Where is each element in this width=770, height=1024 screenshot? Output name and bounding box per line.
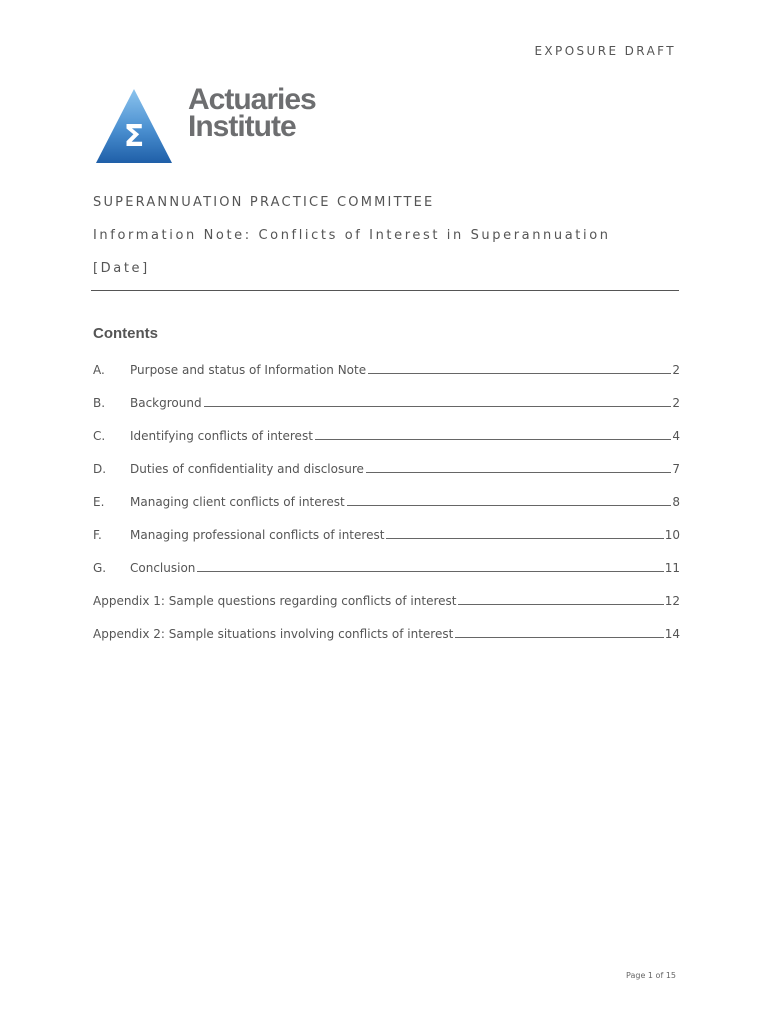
toc-leader-line: [368, 373, 671, 374]
table-of-contents: [93, 361, 680, 641]
toc-entry-g[interactable]: [93, 542, 680, 575]
toc-entry-label: Background: [130, 396, 202, 410]
contents-heading: Contents: [93, 325, 158, 342]
logo-line-1: Actuaries: [188, 83, 316, 116]
toc-leader-line: [366, 472, 671, 473]
toc-entry-page: 10: [664, 528, 680, 542]
document-title: Information Note: Conflicts of Interest in Superannuation: [93, 228, 611, 243]
toc-leader-line: [315, 439, 671, 440]
toc-leader-line: [347, 505, 672, 506]
toc-entry-f[interactable]: [93, 509, 680, 542]
sigma-triangle-icon: [94, 86, 174, 166]
toc-entry-page: 8: [672, 495, 680, 509]
document-date: [Date]: [93, 261, 150, 276]
toc-entry-letter: C.: [93, 429, 106, 443]
toc-entry-letter: A.: [93, 363, 105, 377]
toc-entry-page: 2: [672, 396, 680, 410]
committee-name: SUPERANNUATION PRACTICE COMMITTEE: [93, 195, 435, 210]
toc-leader-line: [204, 406, 672, 407]
header-divider: [91, 290, 679, 291]
page-number-footer: Page 1 of 15: [626, 971, 676, 980]
toc-entry-e[interactable]: [93, 476, 680, 509]
toc-entry-page: 2: [672, 363, 680, 377]
sigma-symbol: Σ: [123, 119, 145, 154]
toc-appendix-page: 14: [664, 627, 680, 641]
toc-entry-page: 11: [664, 561, 680, 575]
logo-wordmark: [188, 83, 316, 143]
exposure-draft-label: EXPOSURE DRAFT: [534, 44, 676, 58]
toc-entry-letter: B.: [93, 396, 106, 410]
toc-appendix-label: Appendix 1: Sample questions regarding conflicts of interest: [93, 594, 457, 608]
toc-entry-letter: G.: [93, 561, 107, 575]
toc-leader-line: [458, 604, 663, 605]
toc-appendix-1[interactable]: [93, 575, 680, 608]
logo-line-2: Institute: [188, 110, 296, 143]
toc-entry-label: Identifying conflicts of interest: [130, 429, 313, 443]
toc-appendix-page: 12: [664, 594, 680, 608]
toc-leader-line: [455, 637, 663, 638]
toc-entry-a[interactable]: [93, 361, 680, 377]
toc-entry-page: 7: [672, 462, 680, 476]
toc-entry-d[interactable]: [93, 443, 680, 476]
toc-leader-line: [197, 571, 663, 572]
toc-entry-letter: E.: [93, 495, 105, 509]
toc-entry-label: Purpose and status of Information Note: [130, 363, 367, 377]
toc-entry-label: Managing client conflicts of interest: [130, 495, 345, 509]
toc-appendix-2[interactable]: [93, 608, 680, 641]
toc-leader-line: [386, 538, 663, 539]
actuaries-institute-logo: [94, 83, 344, 166]
toc-entry-label: Duties of confidentiality and disclosure: [130, 462, 364, 476]
toc-entry-page: 4: [672, 429, 680, 443]
toc-entry-label: Managing professional conflicts of interest: [130, 528, 385, 542]
toc-entry-b[interactable]: [93, 377, 680, 410]
toc-entry-c[interactable]: [93, 410, 680, 443]
toc-entry-label: Conclusion: [130, 561, 196, 575]
toc-appendix-label: Appendix 2: Sample situations involving conflicts of interest: [93, 627, 454, 641]
toc-entry-letter: D.: [93, 462, 107, 476]
toc-entry-letter: F.: [93, 528, 102, 542]
